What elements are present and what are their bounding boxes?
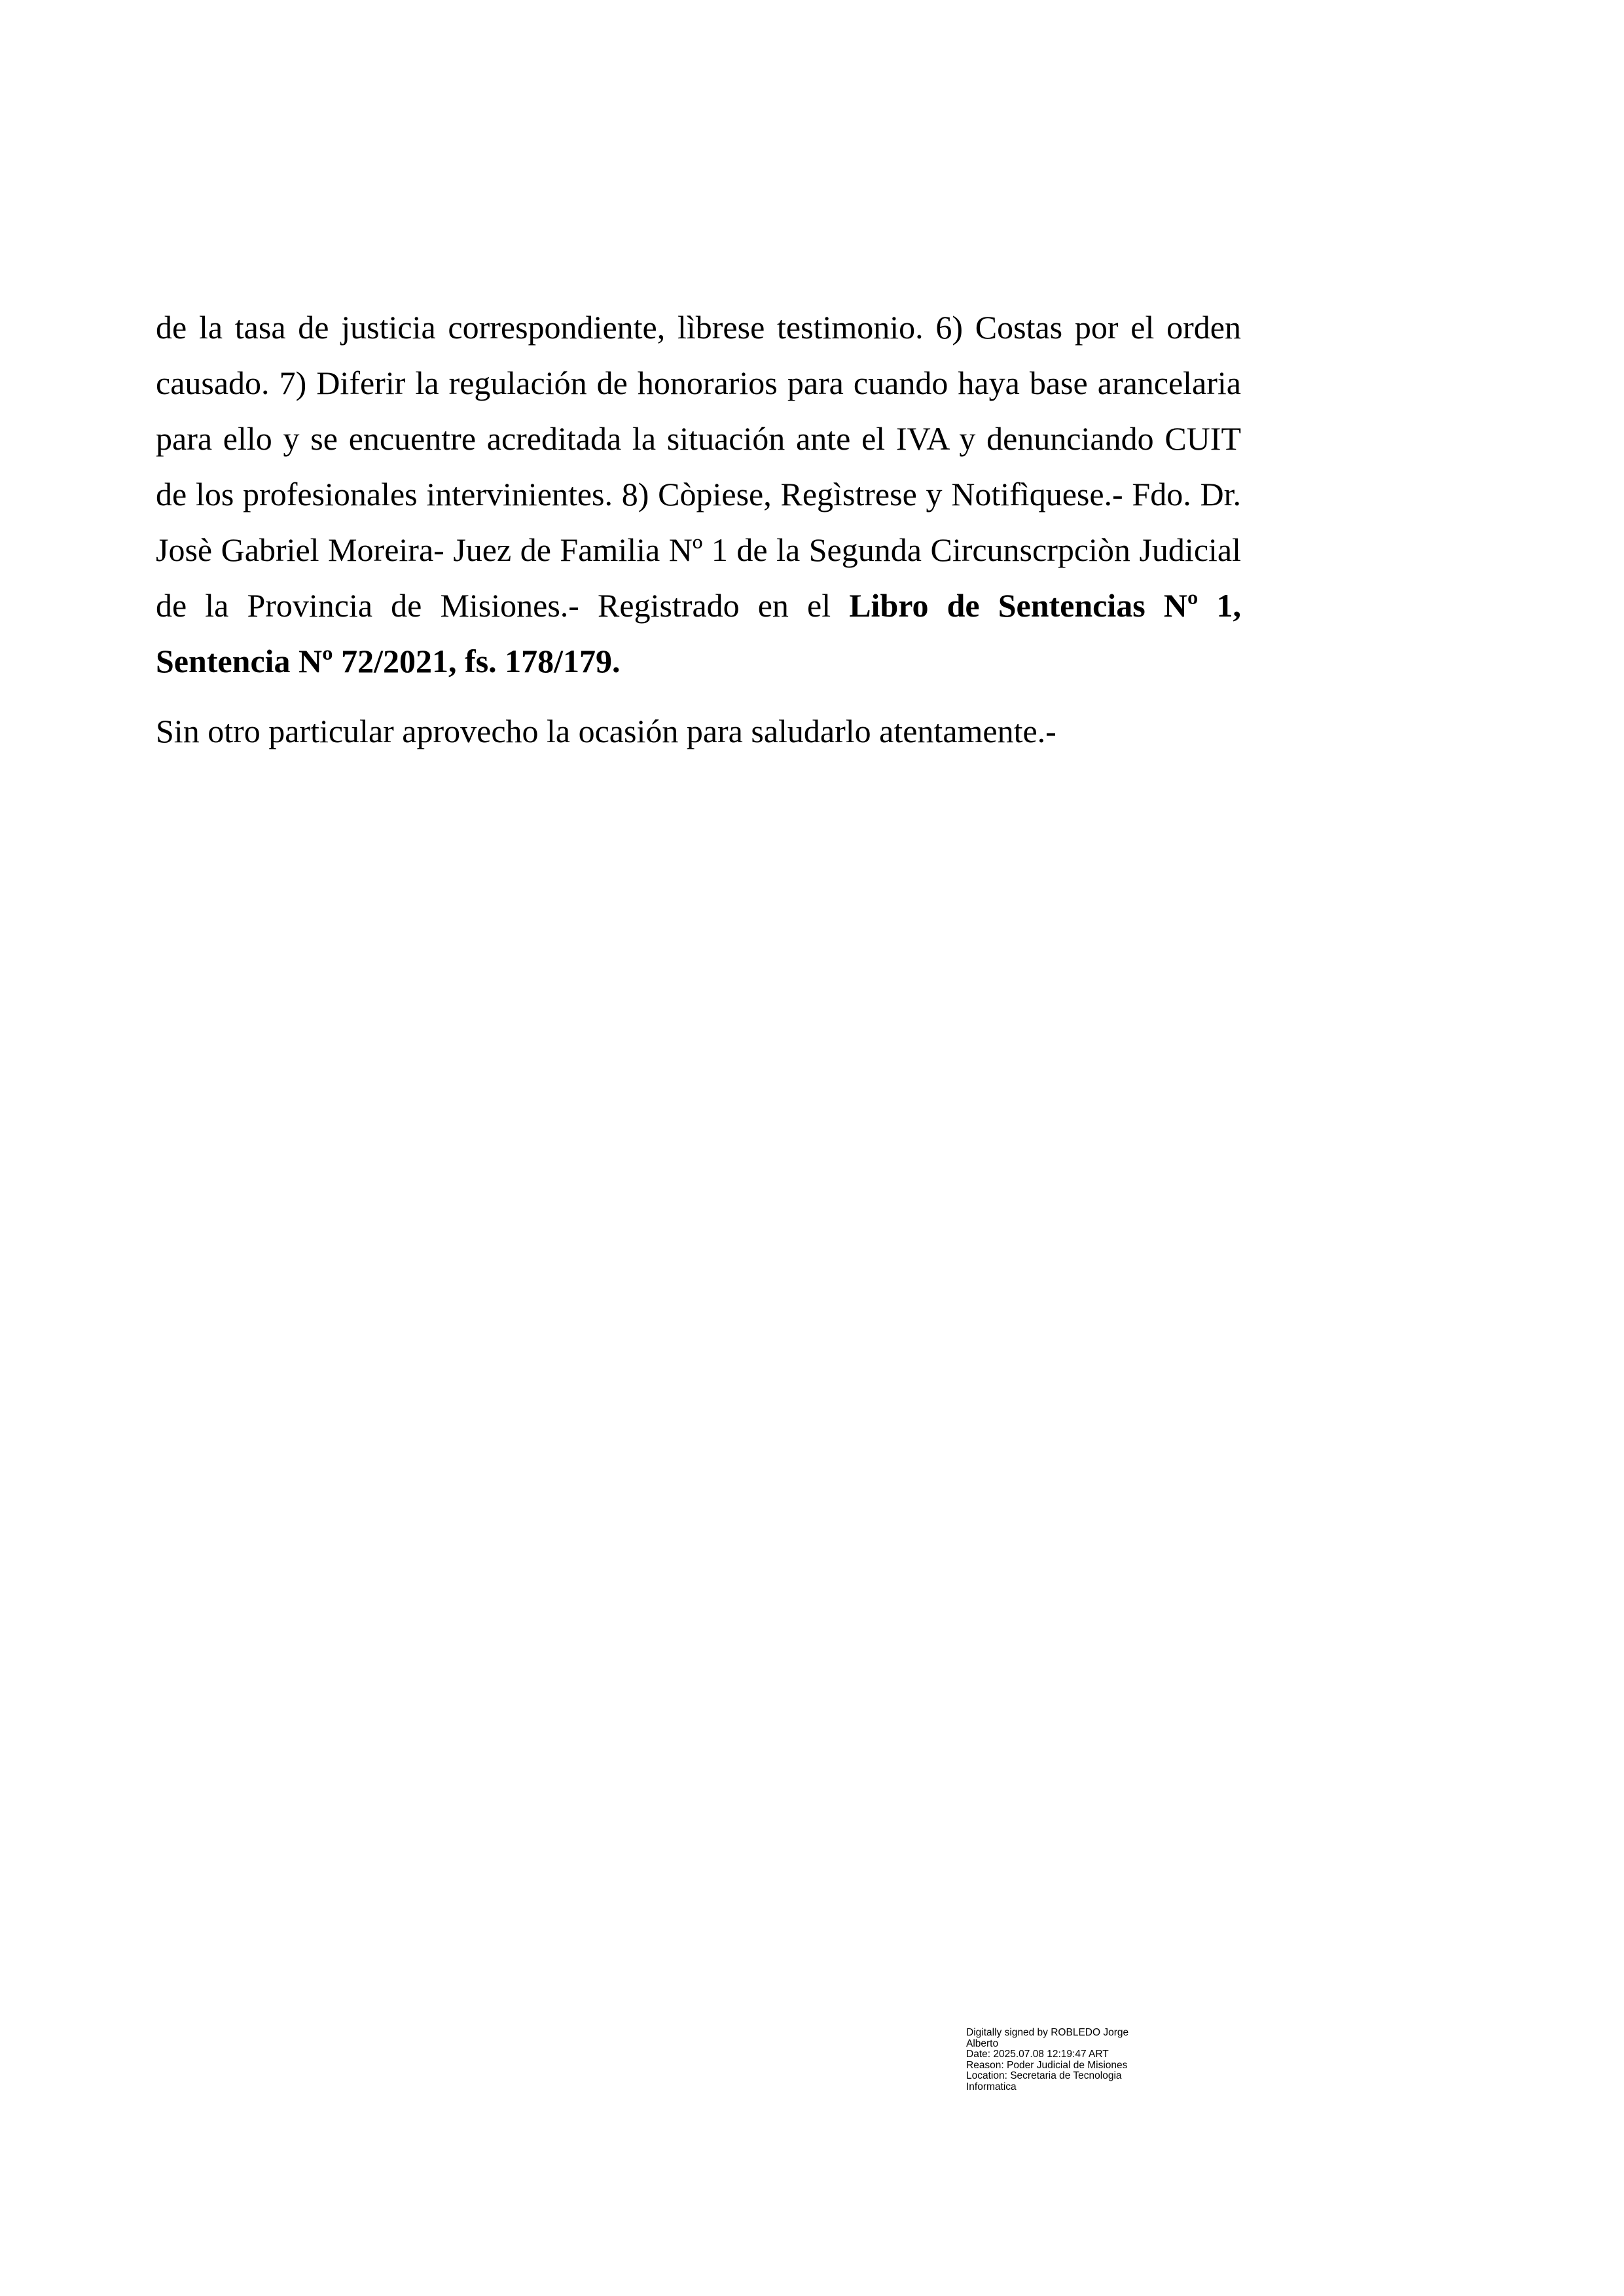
signature-location: Location: Secretaria de Tecnologia <box>966 2070 1122 2081</box>
signature-date: Date: 2025.07.08 12:19:47 ART <box>966 2049 1109 2060</box>
paragraph-closing: Sin otro particular aprovecho la ocasión para saludarlo atentamente.- <box>156 713 1056 749</box>
signature-signer: Digitally signed by ROBLEDO Jorge <box>966 2027 1129 2038</box>
signature-reason: Reason: Poder Judicial de Misiones <box>966 2059 1128 2071</box>
digital-signature-block <box>966 2028 1176 2092</box>
document-body <box>156 300 1241 759</box>
signature-location-cont: Informatica <box>966 2081 1017 2092</box>
registry-reference: Libro de Sentencias Nº 1, Sentencia Nº 72/2021, fs. 178/179. <box>156 587 1242 679</box>
paragraph-resolution-text: de la tasa de justicia correspondiente, lìbrese testimonio. 6) Costas por el orden causado. 7) Diferir la regulación de honorarios para cuando haya base arancelaria para ello y se encuentre acreditada la situación ante el IVA y denunciando CUIT de los profesionales intervinientes. 8) Còpiese, Regìstrese y Notifìquese.- Fdo. Dr. Josè Gabriel Moreira- Juez de Familia Nº 1 de la Segunda Circunscrpciòn Judicial de la Provincia de Misiones.- Registrado en el <box>156 309 1241 624</box>
paragraph-resolution <box>156 300 1241 689</box>
signature-signer-cont: Alberto <box>966 2037 999 2049</box>
